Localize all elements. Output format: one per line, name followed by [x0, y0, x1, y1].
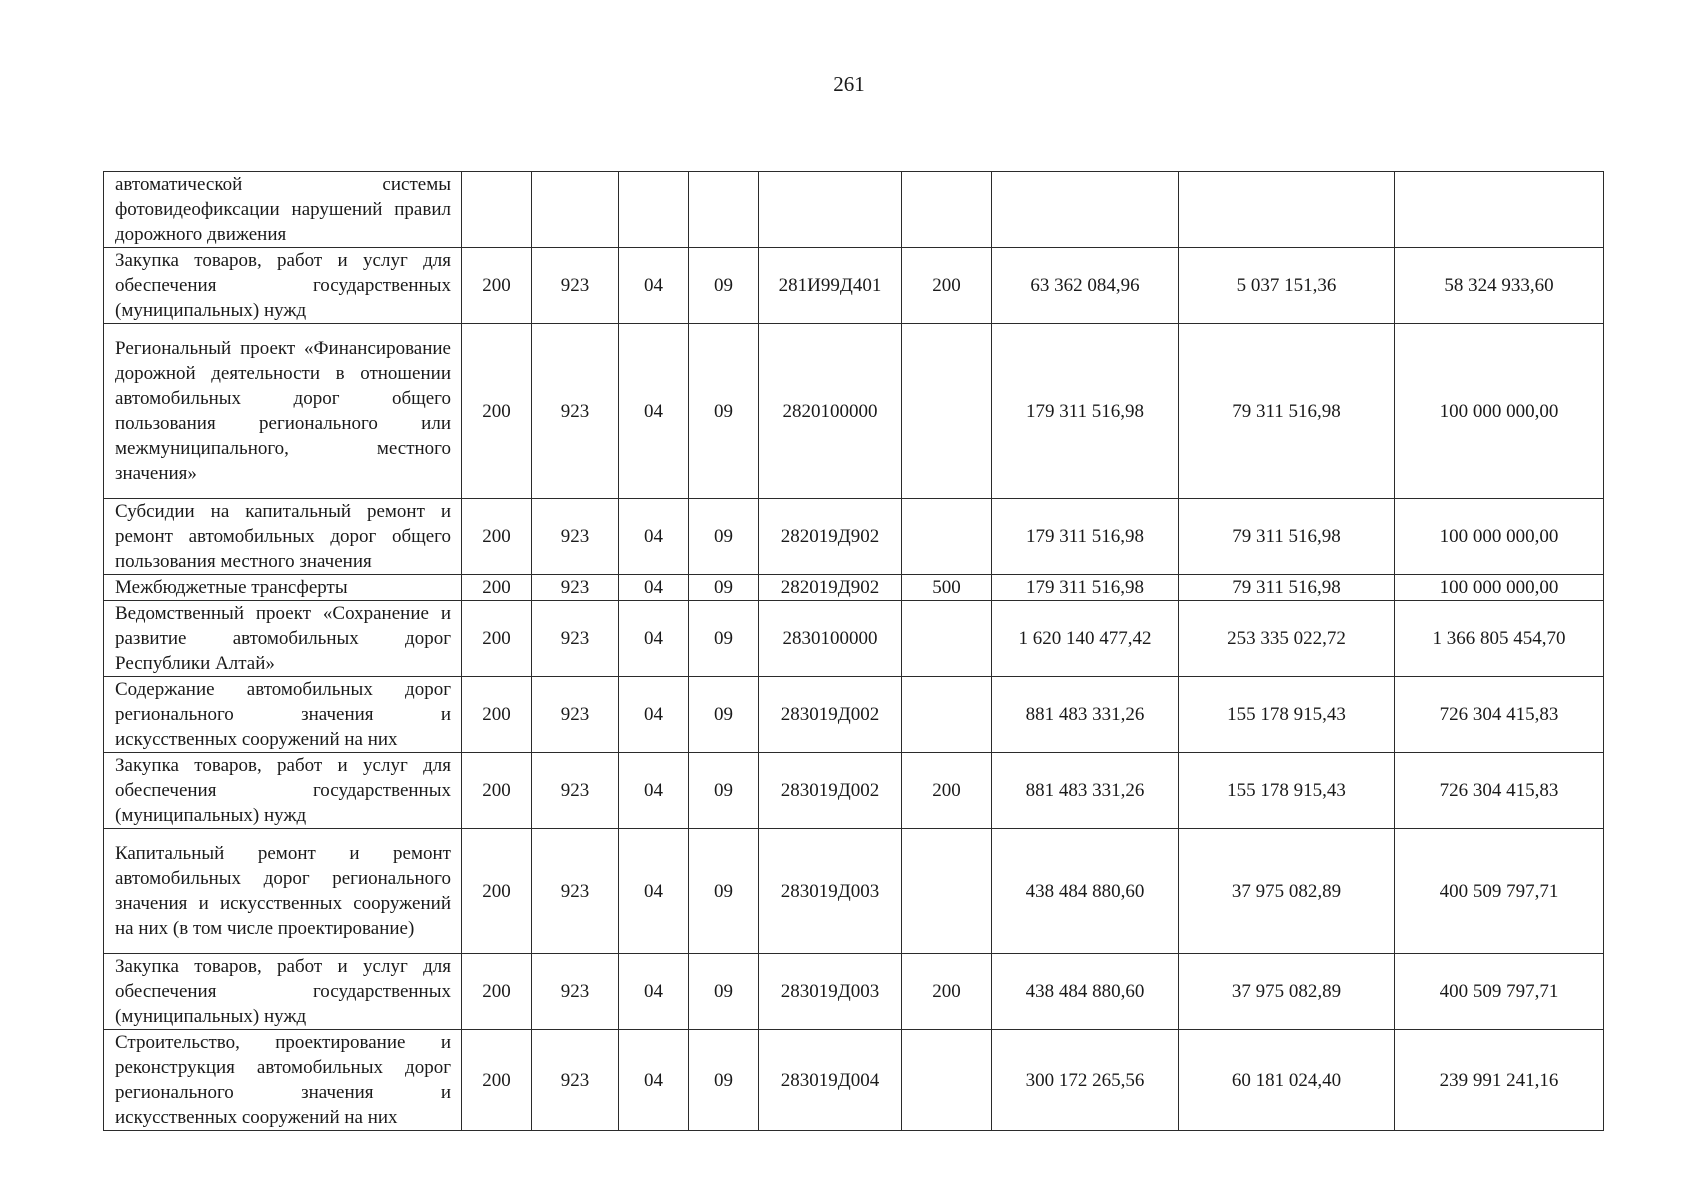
cell-target-code: 283019Д003: [759, 954, 902, 1030]
table-row: [104, 753, 1604, 829]
cell-ministry-code: 923: [532, 499, 619, 575]
cell-target-code: [759, 172, 902, 248]
cell-subsection: 09: [689, 324, 759, 499]
cell-admin-code: 200: [462, 753, 532, 829]
cell-amount-total: 300 172 265,56: [992, 1030, 1179, 1131]
row-name: Ведомственный проект «Сохранение и развитие автомобильных дорог Республики Алтай»: [104, 601, 462, 677]
table-row: [104, 829, 1604, 954]
cell-amount-3: 726 304 415,83: [1395, 753, 1604, 829]
cell-amount-2: [1179, 172, 1395, 248]
cell-subsection: 09: [689, 1030, 759, 1131]
cell-subsection: 09: [689, 753, 759, 829]
cell-amount-3: 1 366 805 454,70: [1395, 601, 1604, 677]
cell-ministry-code: 923: [532, 954, 619, 1030]
cell-amount-3: 726 304 415,83: [1395, 677, 1604, 753]
cell-amount-total: 179 311 516,98: [992, 575, 1179, 601]
table-row: [104, 954, 1604, 1030]
cell-section: [619, 172, 689, 248]
cell-admin-code: 200: [462, 248, 532, 324]
cell-subsection: 09: [689, 601, 759, 677]
cell-section: 04: [619, 499, 689, 575]
cell-subsection: 09: [689, 575, 759, 601]
cell-amount-total: 881 483 331,26: [992, 753, 1179, 829]
row-name: Содержание автомобильных дорог регионального значения и искусственных сооружений на них: [104, 677, 462, 753]
cell-section: 04: [619, 324, 689, 499]
cell-amount-2: 79 311 516,98: [1179, 575, 1395, 601]
cell-amount-2: 79 311 516,98: [1179, 324, 1395, 499]
cell-subsection: 09: [689, 829, 759, 954]
cell-amount-2: 37 975 082,89: [1179, 954, 1395, 1030]
cell-admin-code: [462, 172, 532, 248]
cell-subsection: [689, 172, 759, 248]
row-name: Капитальный ремонт и ремонт автомобильных дорог регионального значения и искусственных сооружений на них (в том числе проектирование): [104, 829, 462, 954]
cell-expense-type: 200: [902, 248, 992, 324]
cell-subsection: 09: [689, 499, 759, 575]
cell-expense-type: [902, 829, 992, 954]
cell-amount-3: 239 991 241,16: [1395, 1030, 1604, 1131]
cell-admin-code: 200: [462, 677, 532, 753]
cell-amount-2: 155 178 915,43: [1179, 677, 1395, 753]
table-row: [104, 1030, 1604, 1131]
row-name: Строительство, проектирование и реконструкция автомобильных дорог регионального значения и искусственных сооружений на них: [104, 1030, 462, 1131]
table-row: [104, 499, 1604, 575]
cell-amount-total: 438 484 880,60: [992, 954, 1179, 1030]
cell-section: 04: [619, 1030, 689, 1131]
cell-expense-type: 200: [902, 954, 992, 1030]
table-row: [104, 172, 1604, 248]
cell-amount-2: 155 178 915,43: [1179, 753, 1395, 829]
cell-subsection: 09: [689, 954, 759, 1030]
cell-expense-type: [902, 677, 992, 753]
cell-section: 04: [619, 753, 689, 829]
cell-target-code: 2830100000: [759, 601, 902, 677]
table-row: [104, 248, 1604, 324]
cell-admin-code: 200: [462, 601, 532, 677]
page-number: 261: [833, 72, 865, 96]
cell-target-code: 281И99Д401: [759, 248, 902, 324]
cell-amount-2: 253 335 022,72: [1179, 601, 1395, 677]
cell-amount-2: 37 975 082,89: [1179, 829, 1395, 954]
cell-section: 04: [619, 829, 689, 954]
row-name: Закупка товаров, работ и услуг для обеспечения государственных (муниципальных) нужд: [104, 248, 462, 324]
cell-ministry-code: 923: [532, 677, 619, 753]
table-row: [104, 575, 1604, 601]
cell-target-code: 282019Д902: [759, 499, 902, 575]
cell-expense-type: 500: [902, 575, 992, 601]
budget-table: [103, 171, 1604, 1131]
row-name: Закупка товаров, работ и услуг для обеспечения государственных (муниципальных) нужд: [104, 954, 462, 1030]
cell-amount-total: [992, 172, 1179, 248]
cell-admin-code: 200: [462, 829, 532, 954]
cell-section: 04: [619, 954, 689, 1030]
cell-amount-3: 100 000 000,00: [1395, 499, 1604, 575]
cell-target-code: 2820100000: [759, 324, 902, 499]
cell-admin-code: 200: [462, 324, 532, 499]
table-row: [104, 677, 1604, 753]
cell-amount-3: [1395, 172, 1604, 248]
cell-amount-2: 5 037 151,36: [1179, 248, 1395, 324]
table-row: [104, 324, 1604, 499]
cell-ministry-code: 923: [532, 575, 619, 601]
cell-amount-3: 58 324 933,60: [1395, 248, 1604, 324]
cell-amount-total: 1 620 140 477,42: [992, 601, 1179, 677]
row-name: Межбюджетные трансферты: [104, 575, 462, 601]
cell-target-code: 283019Д002: [759, 753, 902, 829]
cell-target-code: 283019Д003: [759, 829, 902, 954]
cell-subsection: 09: [689, 677, 759, 753]
cell-expense-type: [902, 324, 992, 499]
cell-ministry-code: [532, 172, 619, 248]
row-name: Региональный проект «Финансирование дорожной деятельности в отношении автомобильных дорог общего пользования регионального или межмуниципального, местного значения»: [104, 324, 462, 499]
cell-amount-total: 179 311 516,98: [992, 499, 1179, 575]
cell-amount-3: 100 000 000,00: [1395, 324, 1604, 499]
row-name: Субсидии на капитальный ремонт и ремонт автомобильных дорог общего пользования местного значения: [104, 499, 462, 575]
row-name: Закупка товаров, работ и услуг для обеспечения государственных (муниципальных) нужд: [104, 753, 462, 829]
cell-section: 04: [619, 575, 689, 601]
cell-admin-code: 200: [462, 575, 532, 601]
cell-admin-code: 200: [462, 954, 532, 1030]
cell-subsection: 09: [689, 248, 759, 324]
cell-target-code: 283019Д002: [759, 677, 902, 753]
cell-amount-3: 100 000 000,00: [1395, 575, 1604, 601]
cell-expense-type: [902, 172, 992, 248]
cell-section: 04: [619, 601, 689, 677]
cell-admin-code: 200: [462, 1030, 532, 1131]
table-row: [104, 601, 1604, 677]
cell-expense-type: [902, 1030, 992, 1131]
cell-ministry-code: 923: [532, 601, 619, 677]
cell-amount-total: 881 483 331,26: [992, 677, 1179, 753]
cell-amount-2: 79 311 516,98: [1179, 499, 1395, 575]
cell-ministry-code: 923: [532, 829, 619, 954]
row-name: автоматической системы фотовидеофиксации нарушений правил дорожного движения: [104, 172, 462, 248]
cell-amount-total: 438 484 880,60: [992, 829, 1179, 954]
cell-amount-total: 179 311 516,98: [992, 324, 1179, 499]
cell-ministry-code: 923: [532, 753, 619, 829]
cell-ministry-code: 923: [532, 1030, 619, 1131]
cell-section: 04: [619, 248, 689, 324]
cell-amount-3: 400 509 797,71: [1395, 829, 1604, 954]
cell-section: 04: [619, 677, 689, 753]
cell-amount-3: 400 509 797,71: [1395, 954, 1604, 1030]
cell-target-code: 283019Д004: [759, 1030, 902, 1131]
cell-ministry-code: 923: [532, 248, 619, 324]
cell-expense-type: [902, 601, 992, 677]
cell-expense-type: 200: [902, 753, 992, 829]
cell-amount-total: 63 362 084,96: [992, 248, 1179, 324]
cell-expense-type: [902, 499, 992, 575]
cell-target-code: 282019Д902: [759, 575, 902, 601]
cell-ministry-code: 923: [532, 324, 619, 499]
cell-admin-code: 200: [462, 499, 532, 575]
cell-amount-2: 60 181 024,40: [1179, 1030, 1395, 1131]
